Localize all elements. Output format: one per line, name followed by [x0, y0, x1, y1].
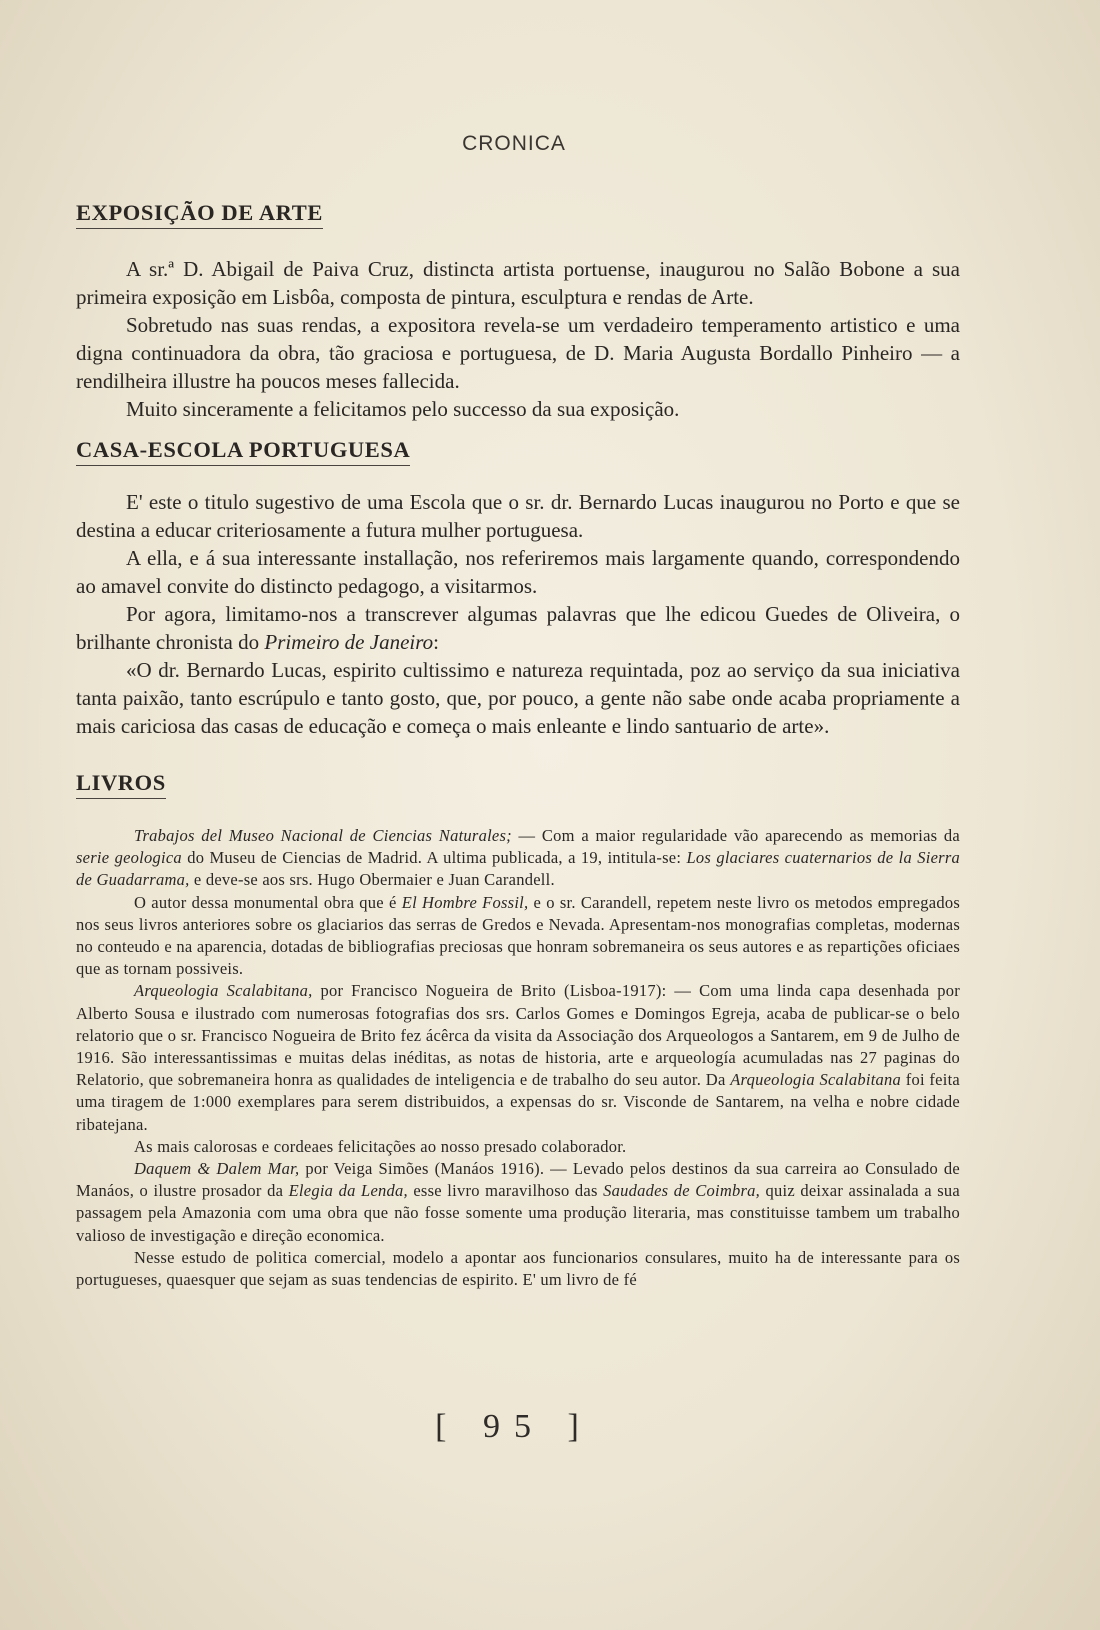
text-run: O autor dessa monumental obra que é — [134, 892, 402, 912]
book-review-paragraph — [76, 825, 960, 892]
section-heading: EXPOSIÇÃO DE ARTE — [76, 200, 323, 229]
running-head: CRONICA — [462, 132, 566, 155]
italic-title: Elegia da Lenda, — [288, 1181, 408, 1201]
page-number: [ 95 ] — [435, 1408, 593, 1445]
text-run: — Com a maior regularidade vão aparecendo as memorias da — [511, 826, 961, 845]
italic-title: Los glaciares cuaternarios de la Sierra de Guadarrama, — [76, 848, 960, 890]
text-run: por Veiga Simões (Manáos 1916). — Levado pelos destinos da sua carreira ao Consulado de Manáos, o ilustre prosador da — [76, 1159, 960, 1201]
italic-title: Arqueologia Scalabitana — [730, 1070, 902, 1090]
paragraph: Muito sinceramente a felicitamos pelo successo da sua exposição. — [126, 397, 680, 421]
text-run: foi feita uma tiragem de 1:000 exemplares para serem distribuidos, a expensas do sr. Visconde de Santarem, na velha e nobre cidade ribatejana. — [76, 1070, 960, 1134]
book-review-paragraph — [76, 980, 960, 1135]
section-text — [76, 825, 960, 1291]
paragraph — [76, 600, 960, 656]
paragraph: A ella, e á sua interessante installação, nos referiremos mais largamente quando, correspondendo ao amavel convite do distincto pedagogo, a visitarmos. — [76, 546, 960, 598]
book-review-paragraph: Nesse estudo de politica comercial, modelo a apontar aos funcionarios consulares, muito ha de interessante para os portugueses, quaesquer que sejam as suas tendencias de espirito. E' um livro de fé — [76, 1247, 960, 1290]
section-livros — [76, 770, 960, 1291]
section-heading: CASA-ESCOLA PORTUGUESA — [76, 437, 410, 466]
text-run: esse livro maravilhoso das — [407, 1181, 604, 1201]
book-review-paragraph — [76, 1158, 960, 1247]
book-review-paragraph: As mais calorosas e cordeaes felicitações ao nosso presado colaborador. — [134, 1136, 627, 1156]
text-run: e o sr. Carandell, repetem neste livro os metodos empregados nos seus livros anteriores sobre os glaciarios das serras de Gredos e Nevada. Apresentam-nos monografias completas, modernas no conteudo e na aparencia, dotadas de bibliografias preciosas que honram sobremaneira os seus autores e as repartições oficiaes que as tornam possiveis. — [76, 892, 960, 979]
text-run: e deve-se aos srs. Hugo Obermaier e Juan Carandell. — [189, 870, 555, 890]
italic-title: Saudades de Coimbra, — [603, 1181, 761, 1201]
italic-title: Trabajos del Museo Nacional de Ciencias Naturales; — [134, 826, 512, 845]
section-heading: LIVROS — [76, 770, 166, 799]
text-run: Por agora, limitamo-nos a transcrever algumas palavras que lhe edicou Guedes de Oliveira, o brilhante chronista do — [76, 602, 960, 654]
italic-title: El Hombre Fossil, — [401, 892, 529, 912]
text-run: : — [433, 630, 439, 654]
page-body — [76, 200, 960, 1291]
quotation-paragraph: «O dr. Bernardo Lucas, espirito cultissimo e natureza requintada, poz ao serviço da sua iniciativa tanta paixão, tanto escrúpulo e tanto gosto, que, por pouco, a gente não sabe onde acaba propriamente a mais cariciosa das casas de educação e começa o mais enleante e lindo santuario de arte». — [76, 658, 960, 738]
section-text — [76, 488, 960, 740]
italic-title: Daquem & Dalem Mar, — [134, 1159, 300, 1179]
italic-title: Primeiro de Janeiro — [264, 630, 434, 654]
paragraph: A sr.ª D. Abigail de Paiva Cruz, distincta artista portuense, inaugurou no Salão Bobone a sua primeira exposição em Lisbôa, composta de pintura, esculptura e rendas de Arte. — [76, 257, 960, 309]
italic-title: serie geologica — [76, 848, 182, 868]
section-exposicao-de-arte — [76, 200, 960, 423]
paragraph: E' este o titulo sugestivo de uma Escola que o sr. dr. Bernardo Lucas inaugurou no Porto e que se destina a educar criteriosamente a futura mulher portuguesa. — [76, 490, 960, 542]
italic-title: Arqueologia Scalabitana, — [134, 981, 313, 1001]
text-run: por Francisco Nogueira de Brito (Lisboa-1917): — Com uma linda capa desenhada por Alberto Sousa e ilustrado com numerosas fotografias dos srs. Carlos Gomes e Domingos Egreja, acaba de publicar-se o belo relatorio que o sr. Francisco Nogueira de Brito fez ácêrca da visita da Associação dos Arqueologos a Santarem, em 9 de Julho de 1916. São interessantissimas e muitas delas inéditas, as notas de historia, arte e arqueología acumuladas nas 27 paginas do Relatorio, que sobremaneira honra as qualidades de inteligencia e de trabalho do seu autor. Da — [76, 981, 960, 1090]
text-run: do Museu de Ciencias de Madrid. A ultima publicada, a 19, intitula-se: — [181, 848, 687, 868]
text-run: quiz deixar assinalada a sua passagem pela Amazonia com uma obra que não fosse somente uma produção literaria, mas constituisse tambem um trabalho valioso de investigação e direção economica. — [76, 1181, 960, 1245]
paragraph: Sobretudo nas suas rendas, a expositora revela-se um verdadeiro temperamento artistico e uma digna continuadora da obra, tão graciosa e portuguesa, de D. Maria Augusta Bordallo Pinheiro — a rendilheira illustre ha poucos meses fallecida. — [76, 313, 960, 393]
section-text — [76, 255, 960, 423]
section-casa-escola-portuguesa — [76, 437, 960, 740]
book-review-paragraph — [76, 892, 960, 981]
